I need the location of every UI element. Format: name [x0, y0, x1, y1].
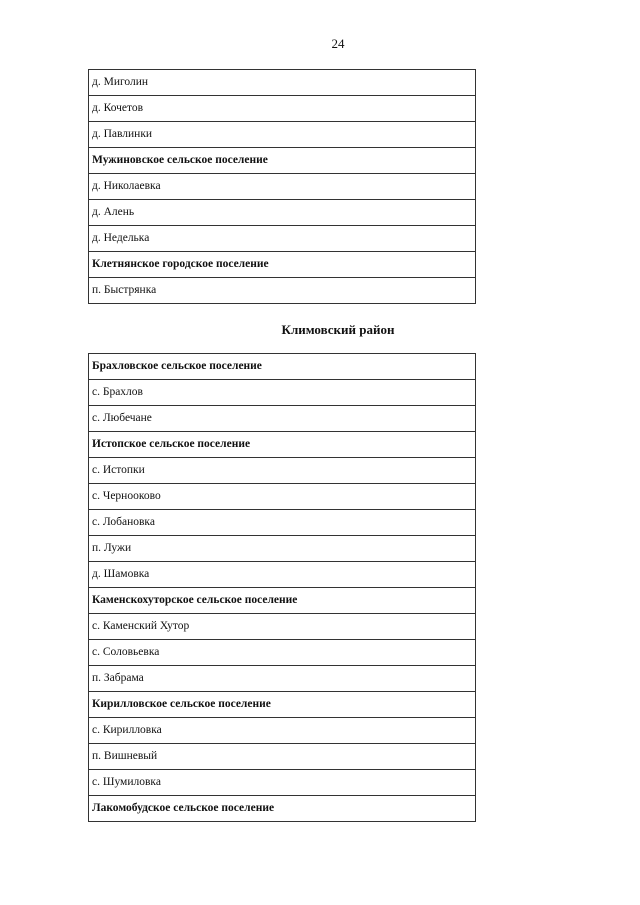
settlement-row [89, 770, 476, 796]
settlement-header-cell: Мужиновское сельское поселение [89, 148, 476, 174]
settlement-cell: с. Каменский Хутор [89, 614, 476, 640]
settlement-row [89, 174, 476, 200]
settlement-row [89, 226, 476, 252]
district-title: Климовский район [281, 322, 395, 337]
settlement-cell: д. Миголин [89, 70, 476, 96]
settlement-cell: п. Забрама [89, 666, 476, 692]
settlement-cell: д. Шамовка [89, 562, 476, 588]
settlements-table-top [88, 69, 476, 304]
settlement-row [89, 200, 476, 226]
settlement-cell: с. Соловьевка [89, 640, 476, 666]
settlement-row [89, 510, 476, 536]
settlement-row [89, 744, 476, 770]
settlement-row [89, 96, 476, 122]
settlement-header-cell: Истопское сельское поселение [89, 432, 476, 458]
settlement-row [89, 484, 476, 510]
settlement-cell: с. Лобановка [89, 510, 476, 536]
settlement-header-row [89, 588, 476, 614]
settlement-row [89, 640, 476, 666]
settlement-cell: с. Любечане [89, 406, 476, 432]
settlement-cell: д. Кочетов [89, 96, 476, 122]
settlement-cell: д. Неделька [89, 226, 476, 252]
settlement-header-cell: Клетнянское городское поселение [89, 252, 476, 278]
settlements-table-klimovsky [88, 353, 476, 822]
settlement-header-row [89, 148, 476, 174]
settlement-header-row [89, 692, 476, 718]
settlement-header-row [89, 432, 476, 458]
settlement-row [89, 278, 476, 304]
settlement-cell: д. Алень [89, 200, 476, 226]
settlement-header-cell: Брахловское сельское поселение [89, 354, 476, 380]
settlement-cell: п. Быстрянка [89, 278, 476, 304]
settlement-row [89, 718, 476, 744]
settlement-header-row [89, 796, 476, 822]
settlement-cell: с. Истопки [89, 458, 476, 484]
settlement-row [89, 562, 476, 588]
settlement-row [89, 536, 476, 562]
settlement-row [89, 406, 476, 432]
settlement-row [89, 614, 476, 640]
settlement-row [89, 122, 476, 148]
settlement-cell: с. Шумиловка [89, 770, 476, 796]
settlement-cell: д. Николаевка [89, 174, 476, 200]
settlement-header-row [89, 354, 476, 380]
settlement-cell: с. Чернооково [89, 484, 476, 510]
settlement-cell: с. Кирилловка [89, 718, 476, 744]
settlement-header-cell: Кирилловское сельское поселение [89, 692, 476, 718]
settlement-header-cell: Лакомобудское сельское поселение [89, 796, 476, 822]
settlement-row [89, 380, 476, 406]
settlement-header-row [89, 252, 476, 278]
page-number: 24 [331, 36, 345, 51]
settlement-cell: с. Брахлов [89, 380, 476, 406]
settlement-header-cell: Каменскохуторское сельское поселение [89, 588, 476, 614]
settlement-row [89, 70, 476, 96]
settlement-cell: п. Лужи [89, 536, 476, 562]
settlement-row [89, 666, 476, 692]
settlement-cell: п. Вишневый [89, 744, 476, 770]
settlement-cell: д. Павлинки [89, 122, 476, 148]
settlement-row [89, 458, 476, 484]
